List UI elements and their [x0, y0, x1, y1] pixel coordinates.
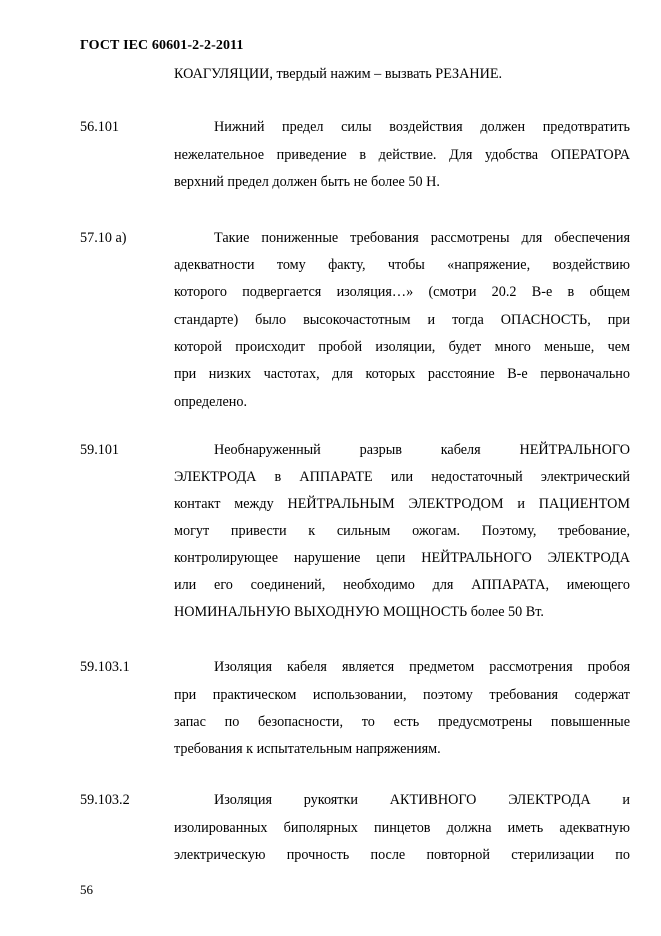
section-line: при низких частотах, для которых расстояние В-е первоначально	[174, 366, 630, 382]
section-line: контролирующее нарушение цепи НЕЙТРАЛЬНОГО ЭЛЕКТРОДА	[174, 550, 630, 566]
section-number: 59.103.1	[80, 659, 130, 675]
page-number: 56	[80, 882, 93, 897]
section-line: НОМИНАЛЬНУЮ ВЫХОДНУЮ МОЩНОСТЬ более 50 Вт.	[174, 604, 544, 620]
section-line: Необнаруженный разрыв кабеля НЕЙТРАЛЬНОГО	[214, 442, 630, 458]
section-number: 59.103.2	[80, 792, 130, 808]
document-header: ГОСТ IEC 60601-2-2-2011	[80, 38, 244, 53]
section-line: запас по безопасности, то есть предусмотрены повышенные	[174, 714, 630, 730]
section-number: 57.10 а)	[80, 230, 127, 246]
section-line: Изоляция рукоятки АКТИВНОГО ЭЛЕКТРОДА и	[214, 792, 630, 808]
section-line: или его соединений, необходимо для АППАРАТА, имеющего	[174, 577, 630, 593]
section-line: верхний предел должен быть не более 50 Н.	[174, 174, 440, 190]
section-line: Нижний предел силы воздействия должен предотвратить	[214, 119, 630, 135]
section-line: ЭЛЕКТРОДА в АППАРАТЕ или недостаточный электрический	[174, 469, 630, 485]
intro-line: КОАГУЛЯЦИИ, твердый нажим – вызвать РЕЗАНИЕ.	[174, 66, 503, 82]
section-line: которого подвергается изоляция…» (смотри 20.2 В-е в общем	[174, 284, 630, 300]
section-line: Такие пониженные требования рассмотрены для обеспечения	[214, 230, 630, 246]
section-line: при практическом использовании, поэтому требования содержат	[174, 687, 630, 703]
section-line: требования к испытательным напряжениям.	[174, 741, 441, 757]
section-line: могут привести к сильным ожогам. Поэтому, требование,	[174, 523, 630, 539]
section-line: стандарте) было высокочастотным и тогда ОПАСНОСТЬ, при	[174, 312, 630, 328]
section-line: определено.	[174, 394, 248, 410]
section-line: нежелательное приведение в действие. Для удобства ОПЕРАТОРА	[174, 147, 630, 163]
section-line: Изоляция кабеля является предметом рассмотрения пробоя	[214, 659, 630, 675]
section-number: 56.101	[80, 119, 120, 135]
section-line: контакт между НЕЙТРАЛЬНЫМ ЭЛЕКТРОДОМ и ПАЦИЕНТОМ	[174, 496, 630, 512]
section-line: электрическую прочность после повторной стерилизации по	[174, 847, 630, 863]
section-line: изолированных биполярных пинцетов должна иметь адекватную	[174, 820, 630, 836]
section-number: 59.101	[80, 442, 120, 458]
section-line: которой происходит пробой изоляции, будет много меньше, чем	[174, 339, 630, 355]
section-line: адекватности тому факту, чтобы «напряжение, воздействию	[174, 257, 630, 273]
